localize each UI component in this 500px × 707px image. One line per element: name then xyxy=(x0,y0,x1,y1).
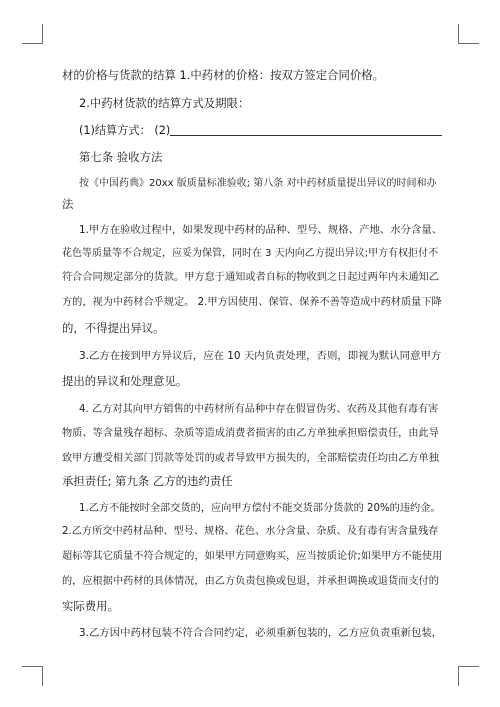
text-line: 符合合同规定部分的货款。甲方怠于通知或者自标的物收到之日起过两年内未通知乙 xyxy=(62,272,439,283)
text-line: 1.乙方不能按时全部交货的，应向甲方偿付不能交货部分货款的 20%的违约金。 xyxy=(79,503,441,514)
text-line: 材的价格与货款的结算 1.中药材的价格：按双方签定合同价格。 xyxy=(62,68,385,82)
text-line: 4. 乙方对其向甲方销售的中药材所有品种中存在假冒伪劣、农药及其他有毒有害 xyxy=(79,404,439,415)
settlement-label: (1)结算方式： (2) xyxy=(79,124,171,137)
text-line: 超标等其它质量不符合规定的，如果甲方同意购买，应当按质论价;如果甲方不能使用 xyxy=(62,551,443,562)
crop-mark-top-left-h xyxy=(22,43,43,44)
text-line: 3.乙方因中药材包装不符合合同约定，必须重新包装的，乙方应负责重新包装， xyxy=(79,627,443,639)
text-line: 花色等质量等不合规定，应妥为保管，同时在 3 天内向乙方提出异议;甲方有权拒付不 xyxy=(62,248,439,259)
text-line: 实际费用。 xyxy=(62,599,119,613)
text-line: 2.中药材货款的结算方式及期限： xyxy=(79,96,250,110)
crop-mark-bottom-left-h xyxy=(22,666,43,667)
crop-mark-bottom-right-h xyxy=(458,666,479,667)
crop-mark-bottom-right-v xyxy=(458,666,459,686)
text-line: 1.甲方在验收过程中，如果发现中药材的品种、型号、规格、产地、水分含量、 xyxy=(79,224,443,236)
text-line: 3.乙方在接到甲方异议后，应在 10 天内负责处理，否则，即视为默认同意甲方 xyxy=(79,350,442,362)
text-line: 提出的异议和处理意见。 xyxy=(62,374,188,388)
text-line: 的，应根据中药材的具体情况，由乙方负责包换或包退，并承担调换或退货而支付的 xyxy=(62,576,439,587)
crop-mark-bottom-left-v xyxy=(42,666,43,686)
text-line: 承担责任; 第九条 乙方的违约责任 xyxy=(62,474,233,488)
text-line: 物质、等含量残存超标、杂质等造成消费者损害的由乙方单独承担赔偿责任，由此导 xyxy=(62,428,439,439)
crop-mark-top-right-v xyxy=(458,24,459,44)
text-line: 的，不得提出异议。 xyxy=(62,321,165,335)
text-line: 法 xyxy=(62,197,74,211)
blank-fill-line xyxy=(170,123,442,136)
crop-mark-top-right-h xyxy=(458,43,479,44)
text-line: 按《中国药典》20xx 版质量标准验收; 第八条 对中药材质量提出异议的时间和办 xyxy=(79,178,437,189)
text-line: 方的，视为中药材合乎规定。 2.甲方因使用、保管、保养不善等造成中药材质量下降 xyxy=(62,297,442,308)
crop-mark-top-left-v xyxy=(42,24,43,44)
text-line: 2.乙方所交中药材品种、型号、规格、花色、水分含量、杂质、及有毒有害含量残存 xyxy=(62,526,439,537)
section-heading: 第七条 验收方法 xyxy=(79,150,163,164)
text-line: 致甲方遭受相关部门罚款等处罚的或者导致甲方损失的，全部赔偿责任均由乙方单独 xyxy=(62,453,439,464)
text-line-settlement xyxy=(79,122,442,139)
